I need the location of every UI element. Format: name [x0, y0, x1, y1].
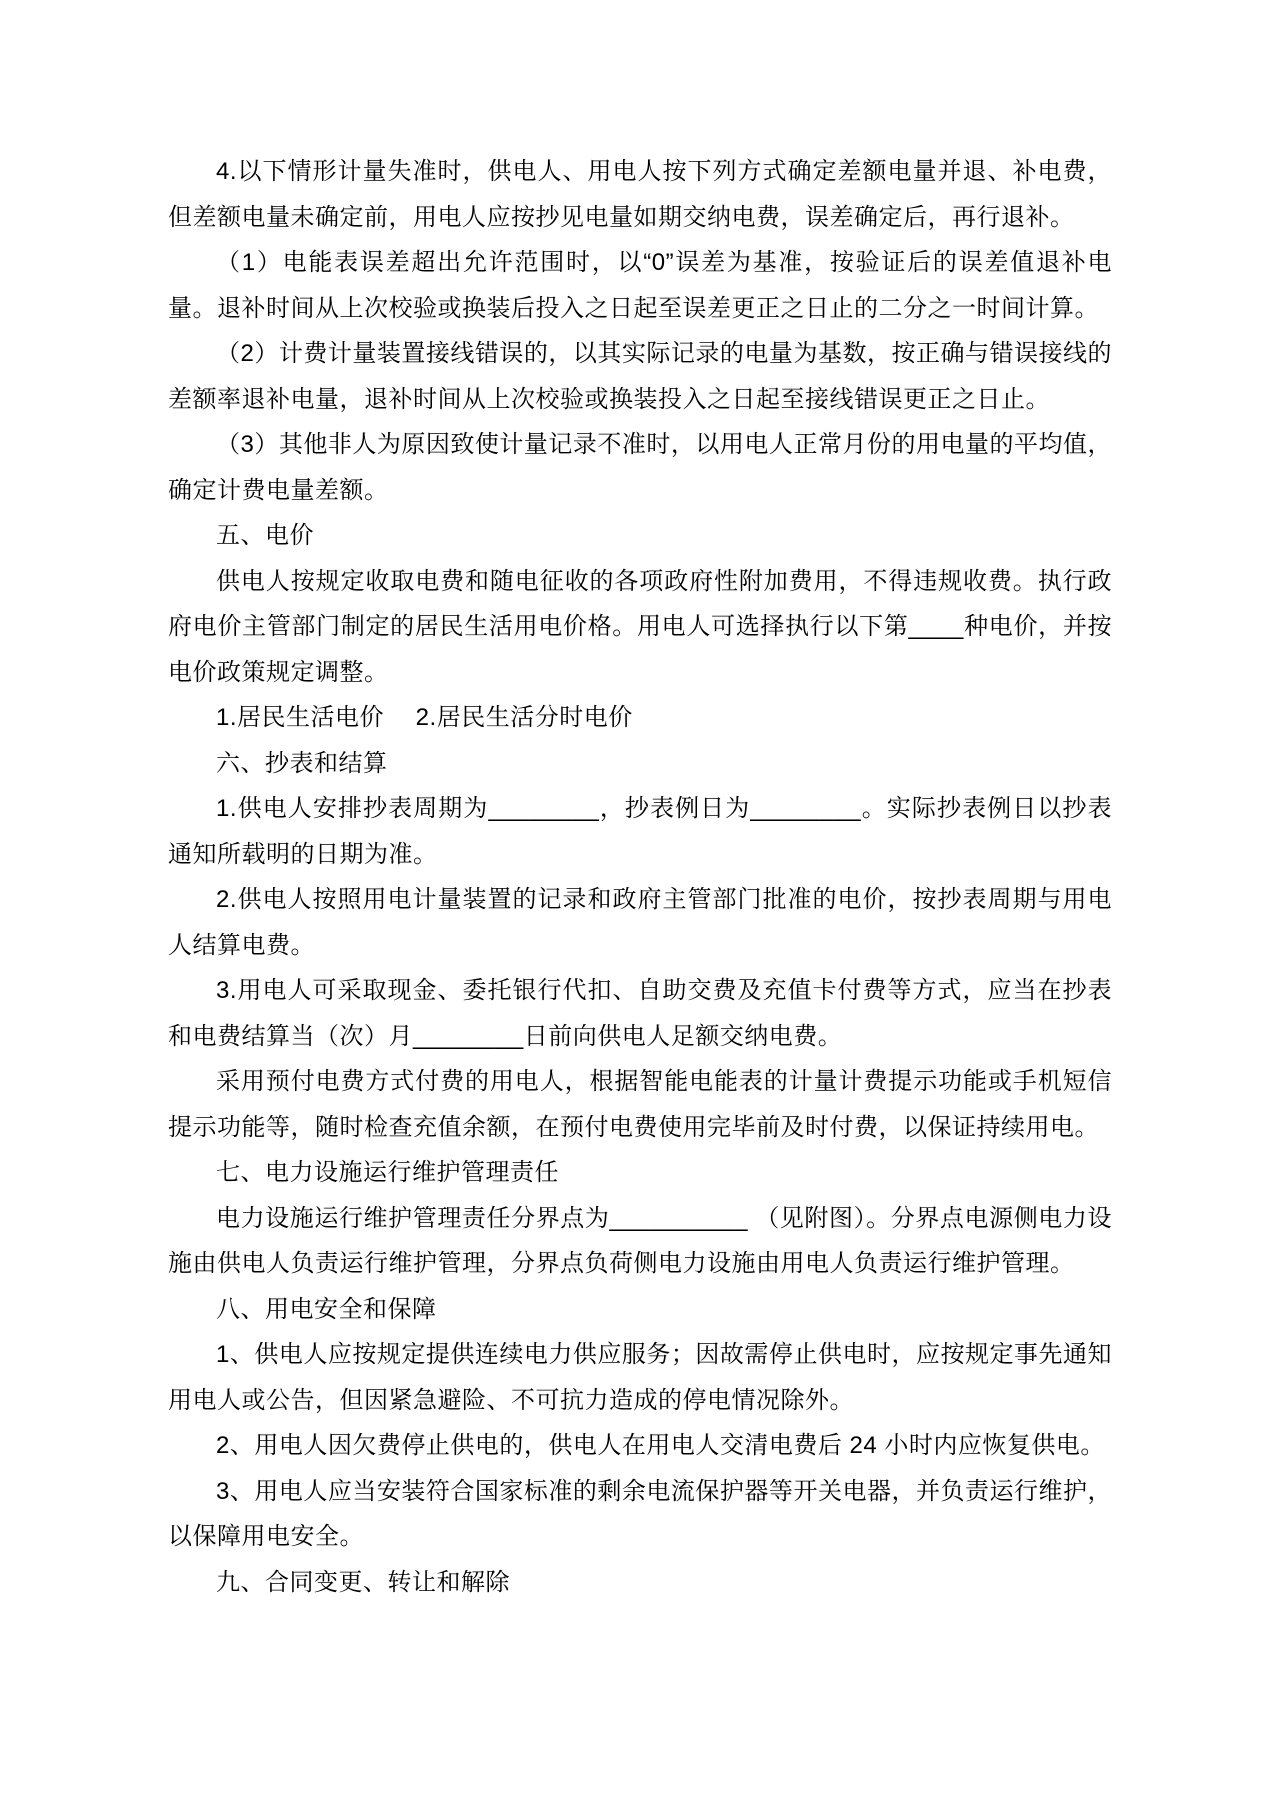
- para-metering-inaccuracy-case-2: （2）计费计量装置接线错误的，以其实际记录的电量为基数，按正确与错误接线的差额率退补电量，退补时间从上次校验或换装投入之日起至接线错误更正之日止。: [168, 340, 1112, 413]
- heading-section-8-safety-and-guarantee: 八、用电安全和保障: [216, 1295, 437, 1323]
- para-price-options: 1.居民生活电价 2.居民生活分时电价: [216, 704, 633, 731]
- heading-section-6-meter-reading-settlement: 六、抄表和结算: [216, 749, 388, 777]
- para-maintenance-demarcation-point: 电力设施运行维护管理责任分界点为__________ （见附图）。分界点电源侧电力设施由供电人负责运行维护管理，分界点负荷侧电力设施由用电人负责运行维护管理。: [168, 1204, 1112, 1277]
- para-metering-inaccuracy-rule-4: 4.以下情形计量失准时，供电人、用电人按下列方式确定差额电量并退、补电费，但差额电量未确定前，用电人应按抄见电量如期交纳电费，误差确定后，再行退补。: [168, 158, 1112, 231]
- para-residual-current-protector: 3、用电人应当安装符合国家标准的剩余电流保护器等开关电器，并负责运行维护，以保障用电安全。: [168, 1477, 1112, 1550]
- para-meter-reading-cycle: 1.供电人安排抄表周期为________，抄表例日为________。实际抄表例日以抄表通知所载明的日期为准。: [168, 795, 1112, 868]
- para-metering-inaccuracy-case-3: （3）其他非人为原因致使计量记录不准时，以用电人正常月份的用电量的平均值，确定计费电量差额。: [168, 431, 1112, 504]
- para-continuous-supply-service: 1、供电人应按规定提供连续电力供应服务；因故需停止供电时，应按规定事先通知用电人或公告，但因紧急避险、不可抗力造成的停电情况除外。: [168, 1341, 1112, 1414]
- heading-section-9-contract-change-transfer-termination: 九、合同变更、转让和解除: [216, 1568, 510, 1596]
- para-price-policy: 供电人按规定收取电费和随电征收的各项政府性附加费用，不得违规收费。执行政府电价主管部门制定的居民生活用电价格。用电人可选择执行以下第____种电价，并按电价政策规定调整。: [168, 567, 1112, 686]
- para-metering-inaccuracy-case-1: （1）电能表误差超出允许范围时，以“0”误差为基准，按验证后的误差值退补电量。退补时间从上次校验或换装后投入之日起至误差更正之日止的二分之一时间计算。: [168, 249, 1112, 322]
- para-restore-supply-24h: 2、用电人因欠费停止供电的，供电人在用电人交清电费后 24 小时内应恢复供电。: [216, 1432, 1105, 1459]
- para-payment-methods: 3.用电人可采取现金、委托银行代扣、自助交费及充值卡付费等方式，应当在抄表和电费结算当（次）月________日前向供电人足额交纳电费。: [168, 977, 1112, 1050]
- para-settlement-by-cycle: 2.供电人按照用电计量装置的记录和政府主管部门批准的电价，按抄表周期与用电人结算电费。: [168, 886, 1112, 959]
- heading-section-5-electricity-price: 五、电价: [216, 522, 314, 549]
- heading-section-7-facility-maintenance-responsibility: 七、电力设施运行维护管理责任: [216, 1159, 559, 1186]
- para-prepaid-payment: 采用预付电费方式付费的用电人，根据智能电能表的计量计费提示功能或手机短信提示功能等，随时检查充值余额，在预付电费使用完毕前及时付费，以保证持续用电。: [168, 1068, 1112, 1141]
